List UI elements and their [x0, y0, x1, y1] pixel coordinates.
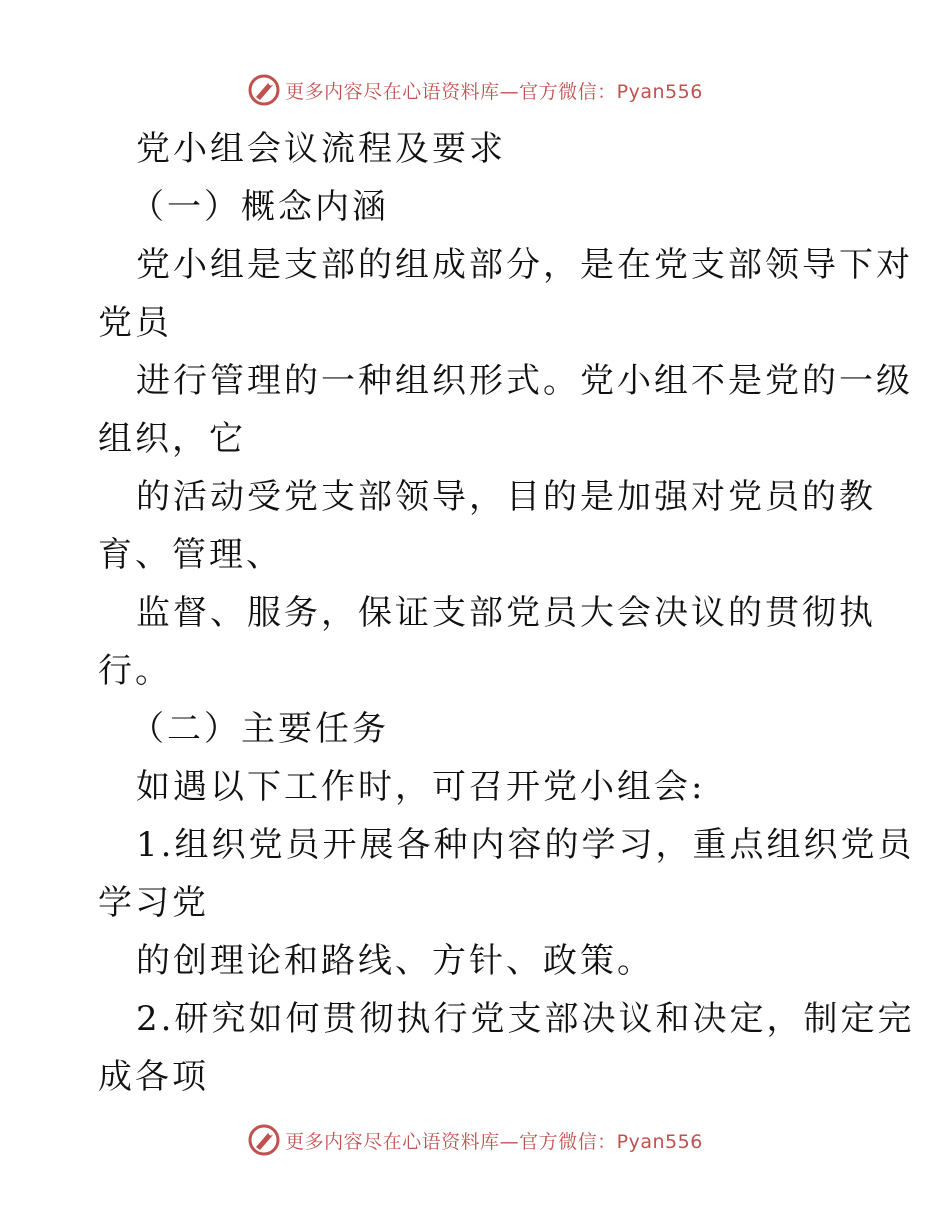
header-banner — [0, 70, 950, 110]
paragraph-line: 进行管理的一种组织形式。党小组不是党的一级 — [136, 361, 913, 401]
paragraph-line: 监督、服务，保证支部党员大会决议的贯彻执 — [136, 593, 876, 633]
paragraph-line: 育、管理、 — [98, 535, 283, 575]
list-item-line: 的创理论和路线、方针、政策。 — [136, 941, 654, 981]
list-item-line: 2.研究如何贯彻执行党支部决议和决定，制定完 — [136, 999, 915, 1039]
paragraph-line: 的活动受党支部领导，目的是加强对党员的教 — [136, 477, 876, 517]
paragraph-line: 党小组是支部的组成部分，是在党支部领导下对 — [136, 245, 913, 285]
document-body — [98, 120, 915, 1106]
paragraph-line: 组织，它 — [98, 419, 246, 459]
header-banner-text: 更多内容尽在心语资料库—官方微信：Pyan556 — [285, 80, 703, 103]
section-heading: （一）概念内涵 — [130, 187, 389, 227]
paragraph-line: 如遇以下工作时，可召开党小组会: — [136, 767, 706, 807]
footer-banner — [0, 1120, 950, 1160]
list-item-line: 1.组织党员开展各种内容的学习，重点组织党员 — [136, 825, 915, 865]
section-heading: （二）主要任务 — [130, 709, 389, 749]
footer-banner-text: 更多内容尽在心语资料库—官方微信：Pyan556 — [285, 1130, 703, 1153]
paragraph-line: 行。 — [98, 651, 172, 691]
list-item-line: 成各项 — [98, 1057, 209, 1097]
pen-seal-logo-icon — [247, 73, 281, 107]
document-title: 党小组会议流程及要求 — [136, 129, 506, 169]
paragraph-line: 党员 — [98, 303, 172, 343]
list-item-line: 学习党 — [98, 883, 209, 923]
pen-seal-logo-icon — [247, 1123, 281, 1157]
